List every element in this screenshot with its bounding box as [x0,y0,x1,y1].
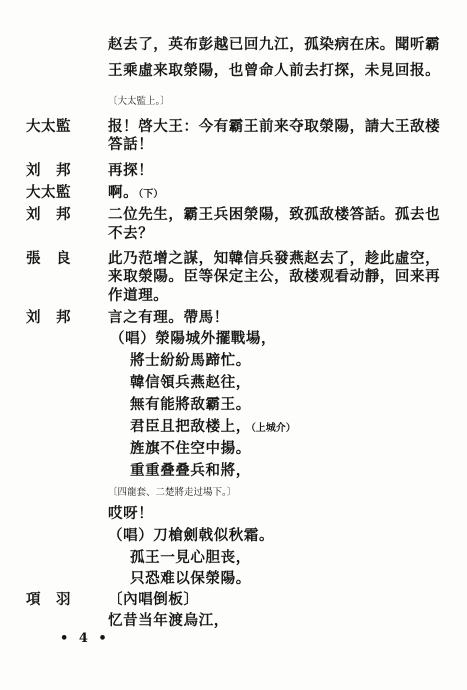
stage-direction: （下） [138,189,164,200]
line-text: 旌旗不住空中揚。 [130,440,251,457]
text-line [108,36,440,54]
text-line [108,591,199,609]
line-text: 只恐难以保滎陽。 [130,570,251,587]
line-text: 二位先生，霸王兵困滎陽，致孤敌楼答話。孤去也 [108,206,441,223]
speaker-name: 刘 邦 [26,206,71,223]
speaker-name: 刘 邦 [26,162,71,179]
line-text: 重重叠叠兵和將， [130,462,251,479]
stage-direction: （上城介） [250,423,296,434]
text-line [108,225,153,243]
line-text: 將士紛紛馬蹄忙。 [130,352,251,369]
speaker-name: 刘 邦 [26,309,71,326]
text-line [108,93,170,111]
text-line [130,440,251,458]
line-text: 作道理。 [108,287,169,304]
text-line [108,268,440,286]
text-line [108,612,229,630]
text-line [108,287,168,305]
line-text: 啊。 [108,184,139,201]
text-line [130,374,251,392]
text-line [108,484,236,502]
line-text: 言之有理。帶馬！ [108,309,229,326]
line-text: 哎呀！ [108,505,154,522]
line-text: 答話！ [108,136,154,153]
text-line [108,118,440,136]
text-line [108,62,440,80]
text-line [108,136,153,154]
text-line [108,505,153,523]
text-line [108,250,440,268]
line-text: 再探！ [108,162,154,179]
line-text: 君臣且把敌楼上， [130,418,251,435]
line-text: 〔大太監上。〕 [108,96,170,107]
text-line [130,570,251,588]
line-text: 此乃范增之謀，知韓信兵發燕赵去了，趁此虛空， [108,250,441,267]
text-line [108,206,440,224]
line-text: 忆昔当年渡烏江， [108,612,229,629]
line-text: 〔四龍套、二楚將走过場下。〕 [108,487,237,498]
line-text: 無有能將敌霸王。 [130,396,251,413]
line-text: 王乘虛来取滎陽，也曾命人前去打探，未見回报。 [108,62,441,79]
speaker-name: 大太監 [26,118,71,135]
line-text: 韓信領兵燕赵往， [130,374,251,391]
text-line [130,396,251,414]
speaker-name: 大太監 [26,184,71,201]
line-text: 孤王一見心胆丧， [130,549,251,566]
text-line [130,418,296,438]
line-text: 〔內唱倒板〕 [108,591,199,608]
text-line [130,549,251,567]
speaker-name: 張 良 [26,250,71,267]
line-text: 来取滎陽。臣等保定主公，敌楼观看动靜，回来再 [108,268,441,285]
text-line [108,184,163,204]
line-text: 赵去了，英布彭越已回九江，孤染病在床。聞听霸 [108,36,441,53]
text-line [130,352,251,370]
page-number: • 4 • [60,631,110,646]
line-text: （唱）滎陽城外擺戰場， [110,330,277,347]
line-text: （唱）刀槍劍戟似秋霜。 [108,527,275,544]
text-line [130,462,251,480]
line-text: 不去？ [108,225,154,242]
text-line [108,527,274,545]
speaker-name: 項 羽 [26,591,71,608]
text-line [108,162,153,180]
text-line [110,330,276,348]
line-text: 报！啓大王：今有霸王前来夺取滎陽，請大王敌楼 [108,118,441,135]
text-line [108,309,229,327]
